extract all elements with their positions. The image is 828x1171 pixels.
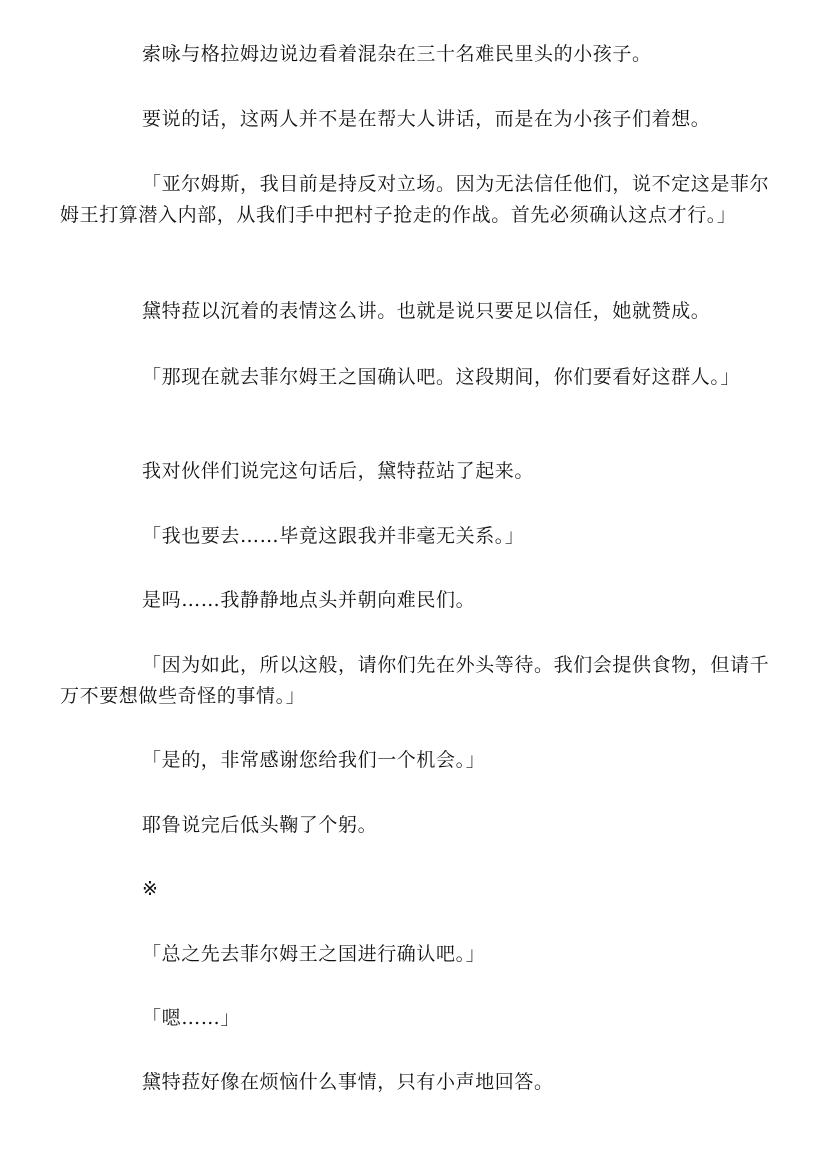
paragraph-8: 是吗……我静静地点头并朝向难民们。	[142, 589, 476, 611]
paragraph-12: 「总之先去菲尔姆王之国进行确认吧。」	[142, 943, 486, 965]
paragraph-1: 索咏与格拉姆边说边看着混杂在三十名难民里头的小孩子。	[142, 43, 652, 65]
document-page	[60, 0, 770, 1171]
paragraph-14: 黛特菈好像在烦恼什么事情，只有小声地回答。	[142, 1071, 554, 1093]
paragraph-2: 要说的话，这两人并不是在帮大人讲话，而是在为小孩子们着想。	[142, 108, 711, 130]
paragraph-6: 我对伙伴们说完这句话后，黛特菈站了起来。	[142, 460, 535, 482]
paragraph-10: 「是的，非常感谢您给我们一个机会。」	[142, 749, 486, 771]
paragraph-5: 「那现在就去菲尔姆王之国确认吧。这段期间，你们要看好这群人。」	[142, 366, 741, 388]
paragraph-11: 耶鲁说完后低头鞠了个躬。	[142, 814, 378, 836]
section-break-mark: ※	[142, 878, 159, 900]
paragraph-4: 黛特菈以沉着的表情这么讲。也就是说只要足以信任，她就赞成。	[142, 300, 711, 322]
paragraph-9: 「因为如此，所以这般，请你们先在外头等待。我们会提供食物，但请千万不要想做些奇怪的事情。」	[60, 654, 770, 707]
paragraph-13: 「嗯……」	[142, 1007, 241, 1029]
paragraph-3: 「亚尔姆斯，我目前是持反对立场。因为无法信任他们，说不定这是菲尔姆王打算潜入内部，从我们手中把村子抢走的作战。首先必须确认这点才行。」	[60, 173, 770, 226]
paragraph-7: 「我也要去……毕竟这跟我并非毫无关系。」	[142, 525, 525, 547]
